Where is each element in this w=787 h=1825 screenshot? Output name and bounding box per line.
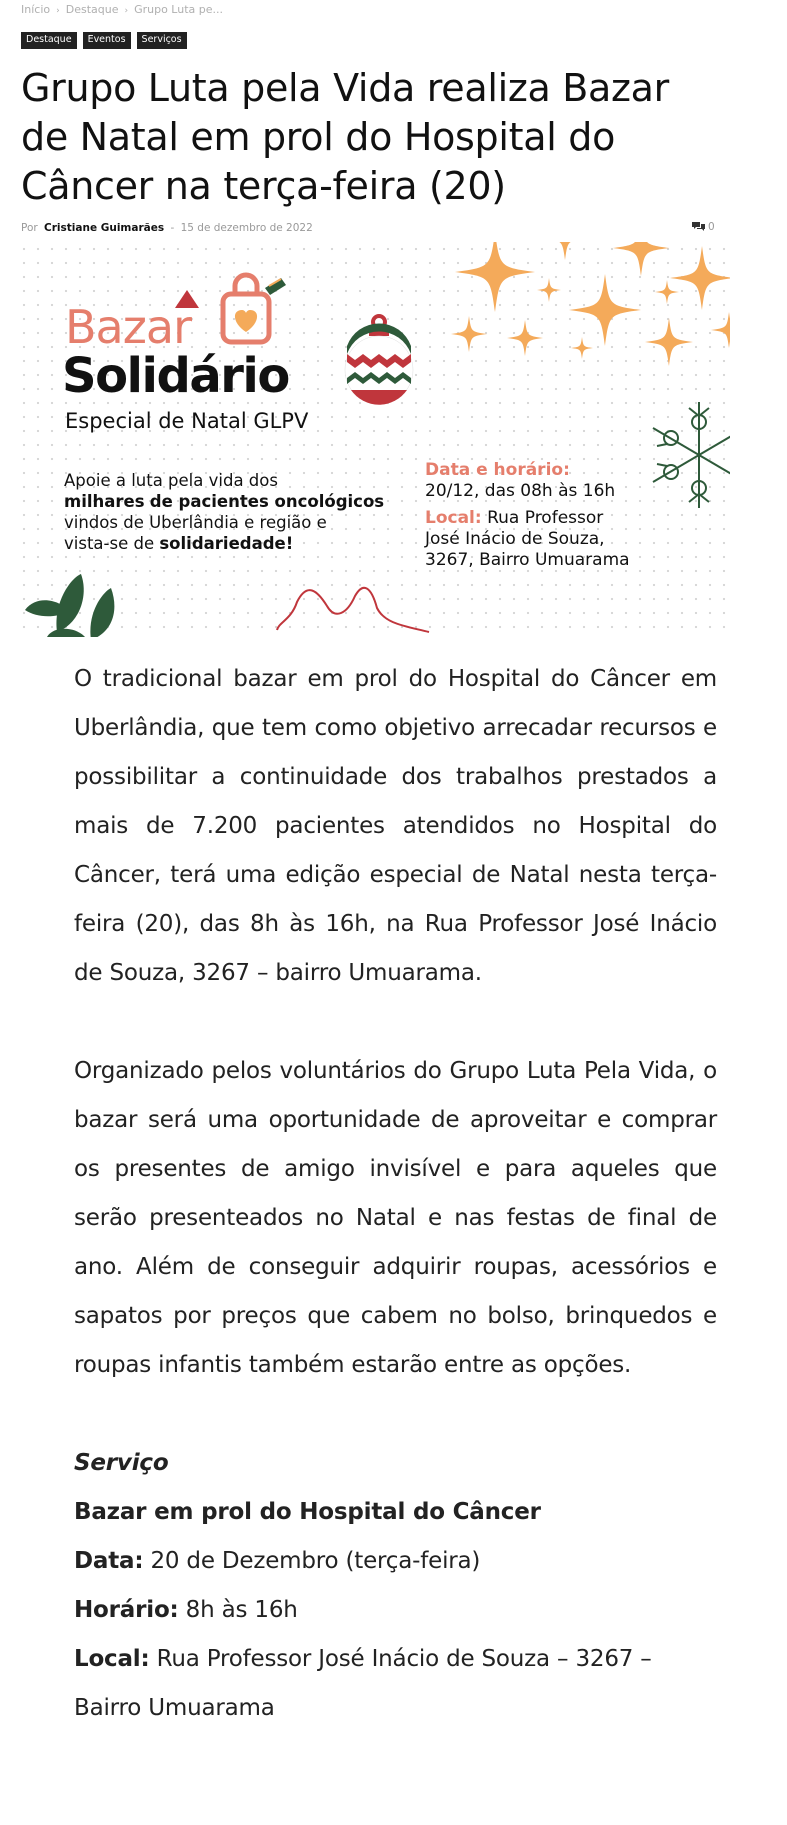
service-horario-value: 8h às 16h [185, 1597, 298, 1623]
apoio-line1: Apoie a luta pela vida dos [64, 471, 278, 490]
banner-data-value: 20/12, das 08h às 16h [425, 481, 616, 501]
publish-date: 15 de dezembro de 2022 [180, 222, 313, 234]
service-local-value: Rua Professor José Inácio de Souza – 3267 – Bairro Umuarama [74, 1646, 652, 1721]
service-data-label: Data: [74, 1548, 144, 1574]
banner-bazar-text: Bazar [65, 300, 191, 354]
service-data-value: 20 de Dezembro (terça-feira) [150, 1548, 481, 1574]
article-body [74, 655, 717, 1733]
service-horario-row [74, 1586, 717, 1635]
leaves-icon [25, 574, 114, 637]
banner-solidario-text: Solidário [62, 348, 289, 404]
breadcrumb-separator: › [124, 6, 129, 16]
apoio-milhares: milhares [64, 492, 145, 511]
article-meta [21, 222, 313, 234]
banner-local-label: Local: [425, 508, 482, 528]
comments-link[interactable] [692, 221, 715, 233]
tag-destaque[interactable]: Destaque [21, 32, 77, 49]
stars-icon [451, 242, 730, 366]
tag-eventos[interactable]: Eventos [83, 32, 131, 49]
article-paragraph: O tradicional bazar em prol do Hospital do Câncer em Uberlândia, que tem como objetivo arrecadar recursos e possibilitar a continuidade dos trabalhos prestados a mais de 7.200 pacientes atendidos no Hospital do Câncer, terá uma edição especial de Natal nesta terça-feira (20), das 8h às 16h, na Rua Professor José Inácio de Souza, 3267 – bairro Umuarama. [74, 666, 717, 986]
apoio-pacientes: de pacientes oncológicos [149, 492, 385, 511]
featured-image-banner [17, 242, 730, 637]
article-paragraph: Organizado pelos voluntários do Grupo Luta Pela Vida, o bazar será uma oportunidade de aproveitar e comprar os presentes de amigo invisível e para aqueles que serão presenteados no Natal e nas festas de final de ano. Além de conseguir adquirir roupas, acessórios e sapatos por preços que cabem no bolso, brinquedos e roupas infantis também estarão entre as opções. [74, 1058, 717, 1378]
breadcrumb-destaque-link[interactable]: Destaque [65, 3, 119, 16]
category-tags [21, 32, 187, 49]
scribble-icon [277, 588, 429, 632]
breadcrumb-home-link[interactable]: Início [21, 3, 51, 16]
banner-local-line3: 3267, Bairro Umuarama [425, 550, 630, 570]
banner-local-line1 [425, 508, 725, 529]
comments-icon [692, 222, 705, 233]
meta-dash: - [170, 222, 175, 234]
ornament-icon [345, 316, 413, 405]
service-data-row [74, 1537, 717, 1586]
breadcrumb-separator: › [56, 6, 60, 16]
breadcrumb [21, 3, 223, 16]
apoio-solidariedade: solidariedade! [159, 534, 294, 553]
meta-by: Por [21, 222, 38, 234]
banner-info [425, 460, 725, 571]
author-link[interactable]: Cristiane Guimarães [44, 222, 165, 234]
banner-local-street: Rua Professor [487, 508, 604, 528]
service-horario-label: Horário: [74, 1597, 179, 1623]
banner-local-line2: José Inácio de Souza, [425, 529, 605, 549]
breadcrumb-current: Grupo Luta pe... [134, 3, 224, 16]
apoio-line4: vista-se de [64, 534, 155, 553]
service-section [74, 1439, 717, 1733]
shopping-bag-icon [223, 275, 286, 342]
comments-count: 0 [708, 221, 715, 233]
banner-especial-text: Especial de Natal GLPV [65, 409, 309, 433]
banner-data-label: Data e horário: [425, 460, 570, 480]
service-heading: Serviço [74, 1450, 169, 1476]
apoio-line3: vindos de Uberlândia e região e [64, 513, 327, 532]
article-title: Grupo Luta pela Vida realiza Bazar de Natal em prol do Hospital do Câncer na terça-feira (20) [21, 66, 669, 208]
tag-servicos[interactable]: Serviços [137, 32, 187, 49]
service-subheading: Bazar em prol do Hospital do Câncer [74, 1499, 541, 1525]
banner-apoio-text [64, 470, 409, 554]
service-local-row [74, 1635, 717, 1733]
service-local-label: Local: [74, 1646, 150, 1672]
